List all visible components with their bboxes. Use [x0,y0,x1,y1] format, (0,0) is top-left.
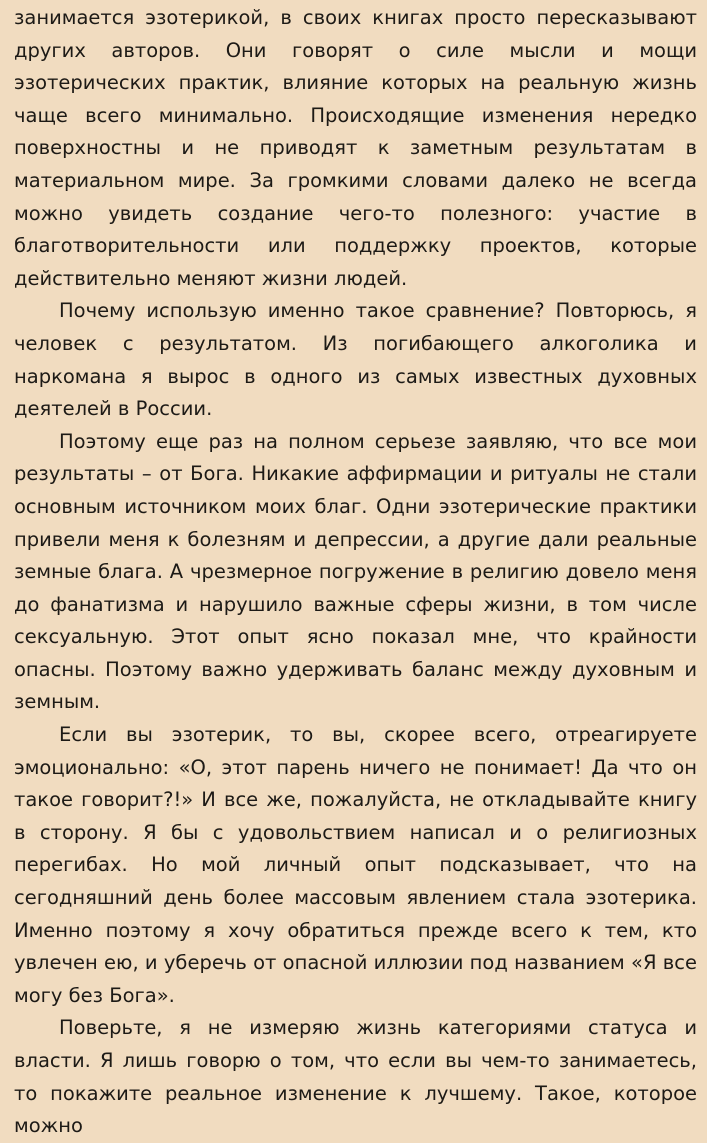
paragraph: Поэтому еще раз на полном серьезе заявляю, что все мои результаты – от Бога. Никакие аффирмации и ритуалы не стали основным источником моих благ. Одни эзотерические практики привели меня к болезням и депрессии, а другие дали реальные земные блага. А чрезмерное погружение в религию довело меня до фанатизма и нарушило важные сферы жизни, в том числе сексуальную. Этот опыт ясно показал мне, что крайности опасны. Поэтому важно удерживать баланс между духовным и земным. [14,429,697,714]
paragraph: Почему использую именно такое сравнение? Повторюсь, я человек с результатом. Из погибающего алкоголика и наркомана я вырос в одного из самых известных духовных деятелей в России. [14,299,697,421]
paragraph-continued: занимается эзотерикой, в своих книгах просто пересказывают других авторов. Они говорят о силе мысли и мощи эзотерических практик, влияние которых на реальную жизнь чаще всего минимально. Происходящие изменения нередко поверхностны и не приводят к заметным результатам в материальном мире. За громкими словами далеко не всегда можно увидеть создание чего-то полезного: участие в благотворительности или поддержку проектов, которые действительно меняют жизни людей. [14,6,697,290]
paragraph: Поверьте, я не измеряю жизнь категориями статуса и власти. Я лишь говорю о том, что если вы чем-то занимаетесь, то покажите реальное изменение к лучшему. Такое, которое можно [14,1016,697,1138]
paragraph: Если вы эзотерик, то вы, скорее всего, отреагируете эмоционально: «О, этот парень ничего не понимает! Да что он такое говорит?!» И все же, пожалуйста, не откладывайте книгу в сторону. Я бы с удовольствием написал и о религиозных перегибах. Но мой личный опыт подсказывает, что на сегодняшний день более массовым явлением стала эзотерика. Именно поэтому я хочу обратиться прежде всего к тем, кто увлечен ею, и уберечь от опасной иллюзии под названием «Я все могу без Бога». [14,723,697,1007]
